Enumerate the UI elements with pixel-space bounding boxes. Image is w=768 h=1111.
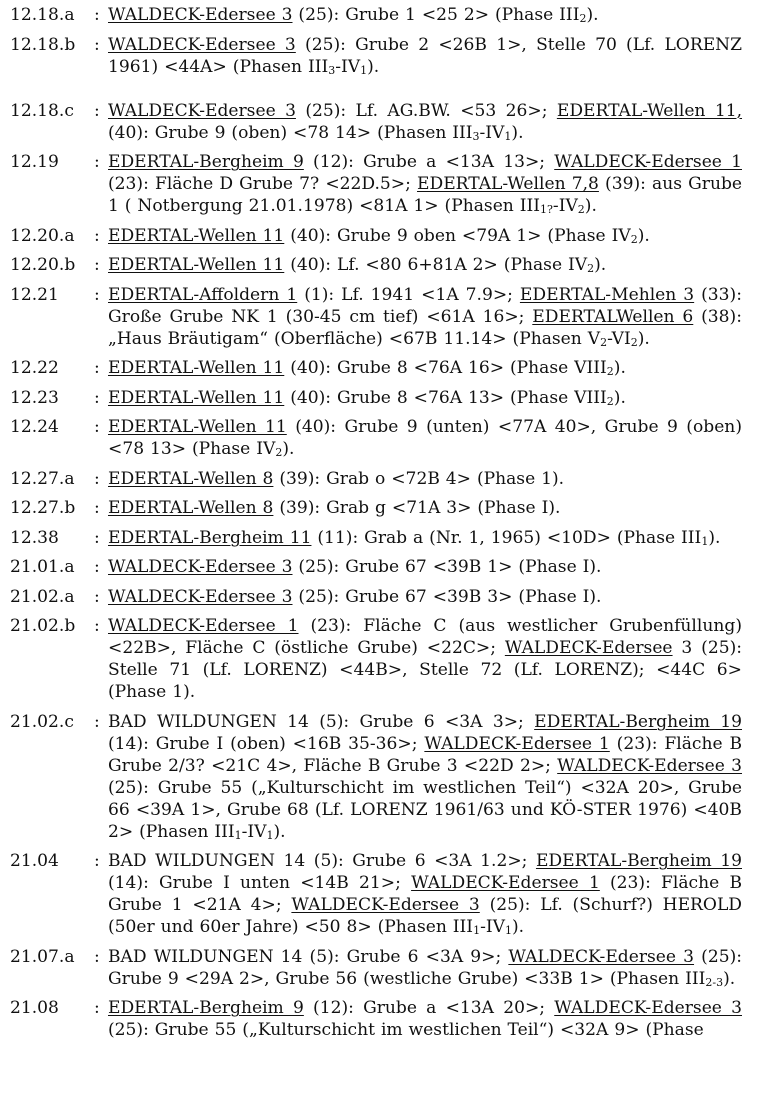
entry-code: 12.18.c	[10, 100, 74, 121]
entry-text-part: ).	[586, 5, 599, 25]
entry-code: 12.21	[10, 284, 59, 305]
catalog-entry	[10, 254, 742, 276]
site-name: EDERTAL-Bergheim 19	[535, 851, 742, 871]
entry-text	[108, 527, 742, 549]
entry-code: 12.24	[10, 417, 59, 437]
entry-text-part: (39): Grab o <72B 4> (Phase 1).	[273, 468, 565, 489]
catalog-entry	[10, 416, 742, 460]
entry-text-part: BAD WILDUNGEN 14 (5): Grube 6 <3A 3>;	[108, 711, 535, 732]
site-name: EDERTALWellen 6	[532, 306, 694, 327]
catalog-entry	[10, 556, 742, 578]
entry-code: 21.07.a	[10, 946, 75, 967]
entry-separator: :	[94, 284, 100, 305]
catalog-entry	[10, 4, 742, 26]
entry-text-part: ).	[613, 358, 626, 378]
entry-separator: :	[94, 557, 100, 577]
catalog-entry	[10, 946, 742, 990]
entry-separator: :	[94, 851, 100, 871]
entry-separator: :	[94, 152, 100, 172]
site-name: EDERTAL-Wellen 8	[108, 468, 274, 489]
entry-text-part: BAD WILDUNGEN 14 (5): Grube 6 <3A 9>;	[108, 946, 509, 967]
entry-text-part: (40): Grube 8 <76A 16> (Phase VIII	[284, 358, 607, 378]
site-name: WALDECK-Edersee 3	[108, 100, 296, 121]
entry-code: 21.08	[10, 998, 59, 1018]
phase-subscript: 1	[266, 828, 274, 842]
entry-text-part: (40): Grube 8 <76A 13> (Phase VIII	[284, 387, 607, 408]
phase-subscript: 3	[328, 63, 336, 77]
entry-text-part: (25): Grube 55 („Kulturschicht im westlichen Teil“) <32A 20>, Grube 66 <39A 1>, Grube 68 (Lf. LORENZ 1961/63 und KÖ-STER 1976) <40B 2> (Phasen III	[108, 777, 742, 842]
entry-separator: :	[94, 417, 100, 437]
entry-text	[108, 556, 742, 578]
site-name: EDERTAL-Mehlen 3	[519, 284, 695, 305]
entry-text-part: (25): Lf. AG.BW. <53 26>;	[295, 100, 557, 121]
entry-text-part: -IV	[552, 196, 578, 216]
phase-subscript: 2	[577, 203, 585, 216]
catalog-entry	[10, 497, 742, 519]
entry-separator: :	[94, 225, 100, 246]
site-name: EDERTAL-Affoldern 1	[108, 284, 298, 305]
entry-text-part: (38): „Haus Bräutigam“ (Oberfläche) <67B 11.14> (Phasen V	[108, 306, 742, 349]
entry-text-part: BAD WILDUNGEN 14 (5): Grube 6 <3A 1.2>;	[108, 851, 536, 871]
site-name: WALDECK-Edersee 1	[554, 152, 742, 172]
entry-text-part: (39): Grab g <71A 3> (Phase I).	[273, 498, 561, 518]
site-name: WALDECK-Edersee 3	[291, 895, 480, 915]
entry-code: 21.04	[10, 851, 59, 871]
entry-text-part: (23): Fläche C (aus westlicher Grubenfüllung) <22B>, Fläche C (östliche Grube) <22C>;	[108, 616, 742, 658]
entry-text-part: -VI	[607, 328, 631, 349]
entry-text-part: (33): Große Grube NK 1 (30-45 cm tief) <61A 16>;	[108, 284, 742, 327]
entry-text	[108, 711, 742, 843]
entry-text-part: (12): Grube a <13A 13>;	[303, 152, 555, 172]
entry-code: 12.20.b	[10, 255, 76, 275]
site-name: WALDECK-Edersee 3	[108, 5, 293, 25]
phase-subscript: 2	[579, 12, 587, 25]
site-name: WALDECK-Edersee 3	[108, 586, 293, 607]
catalog-entry	[10, 284, 742, 350]
site-name: EDERTAL-Wellen 11	[108, 255, 285, 275]
entry-text	[108, 225, 742, 247]
entry-text-part: (40): Grube 9 (unten) <77A 40>, Grube 9 (oben) <78 13> (Phase IV	[108, 417, 742, 459]
entry-separator: :	[94, 527, 100, 548]
entry-separator: :	[94, 998, 100, 1018]
site-name: WALDECK-Edersee 1	[411, 873, 600, 893]
site-name: EDERTAL-Wellen 8	[108, 498, 274, 518]
entry-code: 21.02.c	[10, 711, 74, 732]
entry-text-part: (25): Grube 2 <26B 1>, Stelle 70 (Lf. LORENZ 1961) <44A> (Phasen III	[108, 34, 743, 77]
entry-text-part: ).	[637, 328, 650, 349]
entry-text-part: (25): Grube 55 („Kulturschicht im westlichen Teil“) <32A 9> (Phase	[108, 1020, 704, 1040]
phase-subscript: 1?	[540, 203, 553, 216]
entry-code: 21.02.b	[10, 616, 76, 636]
phase-subscript: 2	[275, 446, 283, 459]
entry-text-part: (25): Grube 67 <39B 1> (Phase I).	[292, 557, 602, 577]
site-name: WALDECK-Edersee 3	[557, 755, 742, 776]
entry-text-part: (25): Lf. (Schurf?) HEROLD (50er und 60er Jahre) <50 8> (Phasen III	[108, 895, 743, 937]
phase-subscript: 2-3	[705, 975, 724, 989]
entry-text-part: (39): aus Grube 1 ( Notbergung 21.01.1978) <81A 1> (Phasen III	[108, 174, 743, 216]
entry-text-part: (40): Grube 9 (oben) <78 14> (Phasen III	[108, 122, 473, 143]
catalog-entry	[10, 225, 742, 247]
site-name: WALDECK-Edersee 3	[508, 946, 695, 967]
catalog-entry	[10, 100, 742, 144]
entry-separator: :	[94, 255, 100, 275]
site-name: WALDECK-Edersee	[504, 638, 673, 658]
entry-text-part: ).	[367, 56, 380, 77]
entry-text-part: ).	[723, 968, 736, 989]
entry-text-part: (25): Grube 67 <39B 3> (Phase I).	[292, 586, 602, 607]
site-name: WALDECK-Edersee 3	[108, 34, 296, 55]
entry-text-part: -IV	[241, 821, 267, 842]
entry-code: 12.20.a	[10, 225, 75, 246]
entry-code: 12.18.a	[10, 5, 75, 25]
phase-subscript: 2	[630, 232, 638, 246]
entry-text-part: (40): Grube 9 oben <79A 1> (Phase IV	[284, 225, 631, 246]
catalog-entry	[10, 357, 742, 379]
entry-text	[108, 997, 742, 1041]
entry-code: 12.23	[10, 387, 59, 408]
entry-text	[108, 497, 742, 519]
phase-subscript: 2	[630, 335, 638, 349]
phase-subscript: 2	[587, 262, 595, 275]
entry-separator: :	[94, 616, 100, 636]
phase-subscript: 1	[504, 924, 512, 937]
entry-code: 21.01.a	[10, 557, 75, 577]
site-name: EDERTAL-Wellen 11	[108, 225, 285, 246]
entry-code: 12.27.a	[10, 468, 75, 489]
catalog-entry	[10, 468, 742, 490]
entry-text	[108, 615, 742, 703]
entry-text-part: ).	[511, 122, 524, 143]
entry-text-part: (11): Grab a (Nr. 1, 1965) <10D> (Phase III	[311, 527, 702, 548]
entry-text-part: -IV	[480, 917, 505, 937]
entry-text	[108, 100, 742, 144]
entry-separator: :	[94, 358, 100, 378]
entry-code: 21.02.a	[10, 586, 75, 607]
entry-text-part: ).	[613, 387, 626, 408]
entry-code: 12.27.b	[10, 498, 76, 518]
entry-text	[108, 4, 742, 26]
catalog-entry	[10, 151, 742, 217]
catalog-entry	[10, 586, 742, 608]
catalog-entry	[10, 850, 742, 938]
entry-text-part: (1): Lf. 1941 <1A 7.9>;	[297, 284, 520, 305]
phase-subscript: 2	[606, 365, 614, 378]
catalog-entry	[10, 711, 742, 843]
site-name: EDERTAL-Wellen 11	[108, 387, 285, 408]
entry-text-part: (14): Grube I (oben) <16B 35-36>;	[108, 733, 425, 754]
site-name: EDERTAL-Wellen 11,	[556, 100, 743, 121]
entry-text-part: ).	[273, 821, 286, 842]
phase-subscript: 2	[606, 394, 614, 408]
entry-text-part: (25): Grube 1 <25 2> (Phase III	[292, 5, 580, 25]
entry-separator: :	[94, 5, 100, 25]
phase-subscript: 2	[600, 335, 608, 349]
entry-text-part: ).	[594, 255, 607, 275]
phase-subscript: 3	[472, 129, 480, 143]
entry-text-part: 3 (25): Stelle 71 (Lf. LORENZ) <44B>, Stelle 72 (Lf. LORENZ); <44C 6> (Phase 1).	[108, 638, 742, 702]
entry-code: 12.22	[10, 358, 59, 378]
entry-text	[108, 468, 742, 490]
entry-text-part: (40): Lf. <80 6+81A 2> (Phase IV	[284, 255, 588, 275]
phase-subscript: 1	[701, 534, 709, 548]
entry-text	[108, 357, 742, 379]
site-name: EDERTAL-Bergheim 11	[108, 527, 312, 548]
phase-subscript: 1	[473, 924, 481, 937]
entry-text	[108, 586, 742, 608]
catalog-entry	[10, 527, 742, 549]
entry-text	[108, 254, 742, 276]
phase-subscript: 1	[360, 63, 368, 77]
entry-separator: :	[94, 946, 100, 967]
site-name: EDERTAL-Wellen 7,8	[417, 174, 599, 194]
entry-text-part: -IV	[479, 122, 505, 143]
entry-separator: :	[94, 498, 100, 518]
entry-text-part: ).	[584, 196, 597, 216]
entry-text-part: (25): Grube 9 <29A 2>, Grube 56 (westliche Grube) <33B 1> (Phasen III	[108, 946, 742, 989]
entry-text-part: (23): Fläche B Grube 1 <21A 4>;	[108, 873, 743, 915]
entry-text-part: (12): Grube a <13A 20>;	[303, 998, 555, 1018]
catalog-entry	[10, 615, 742, 703]
site-name: WALDECK-Edersee 3	[108, 557, 293, 577]
entry-separator: :	[94, 711, 100, 732]
phase-subscript: 1	[504, 129, 512, 143]
site-name: EDERTAL-Wellen 11	[108, 358, 285, 378]
entry-text	[108, 151, 742, 217]
catalog-entry	[10, 997, 742, 1041]
entry-text	[108, 946, 742, 990]
site-name: EDERTAL-Bergheim 19	[534, 711, 743, 732]
entry-separator: :	[94, 468, 100, 489]
entry-text	[108, 387, 742, 409]
entry-text-part: (23): Fläche D Grube 7? <22D.5>;	[108, 174, 418, 194]
entry-text-part: (14): Grube I unten <14B 21>;	[108, 873, 412, 893]
site-name: EDERTAL-Wellen 11	[108, 417, 287, 437]
entry-text	[108, 850, 742, 938]
entry-text-part: -IV	[335, 56, 361, 77]
entry-code: 12.19	[10, 152, 59, 172]
catalog-entry	[10, 387, 742, 409]
entry-code: 12.18.b	[10, 34, 76, 55]
entry-text-part: ).	[282, 439, 295, 459]
entry-separator: :	[94, 34, 100, 55]
entry-text-part: ).	[637, 225, 650, 246]
entry-text	[108, 34, 742, 78]
site-name: WALDECK-Edersee 1	[424, 733, 610, 754]
phase-subscript: 1	[234, 828, 242, 842]
entry-separator: :	[94, 387, 100, 408]
entry-text	[108, 416, 742, 460]
entry-separator: :	[94, 586, 100, 607]
entry-code: 12.38	[10, 527, 59, 548]
entry-text	[108, 284, 742, 350]
site-name: EDERTAL-Bergheim 9	[108, 998, 304, 1018]
entry-text-part: ).	[511, 917, 525, 937]
entry-text-part: ).	[708, 527, 721, 548]
site-name: WALDECK-Edersee 1	[108, 616, 299, 636]
site-name: WALDECK-Edersee 3	[554, 998, 742, 1018]
entry-separator: :	[94, 100, 100, 121]
catalog-entry	[10, 34, 742, 78]
site-name: EDERTAL-Bergheim 9	[108, 152, 304, 172]
entry-text-part: (23): Fläche B Grube 2/3? <21C 4>, Fläche B Grube 3 <22D 2>;	[108, 733, 743, 776]
